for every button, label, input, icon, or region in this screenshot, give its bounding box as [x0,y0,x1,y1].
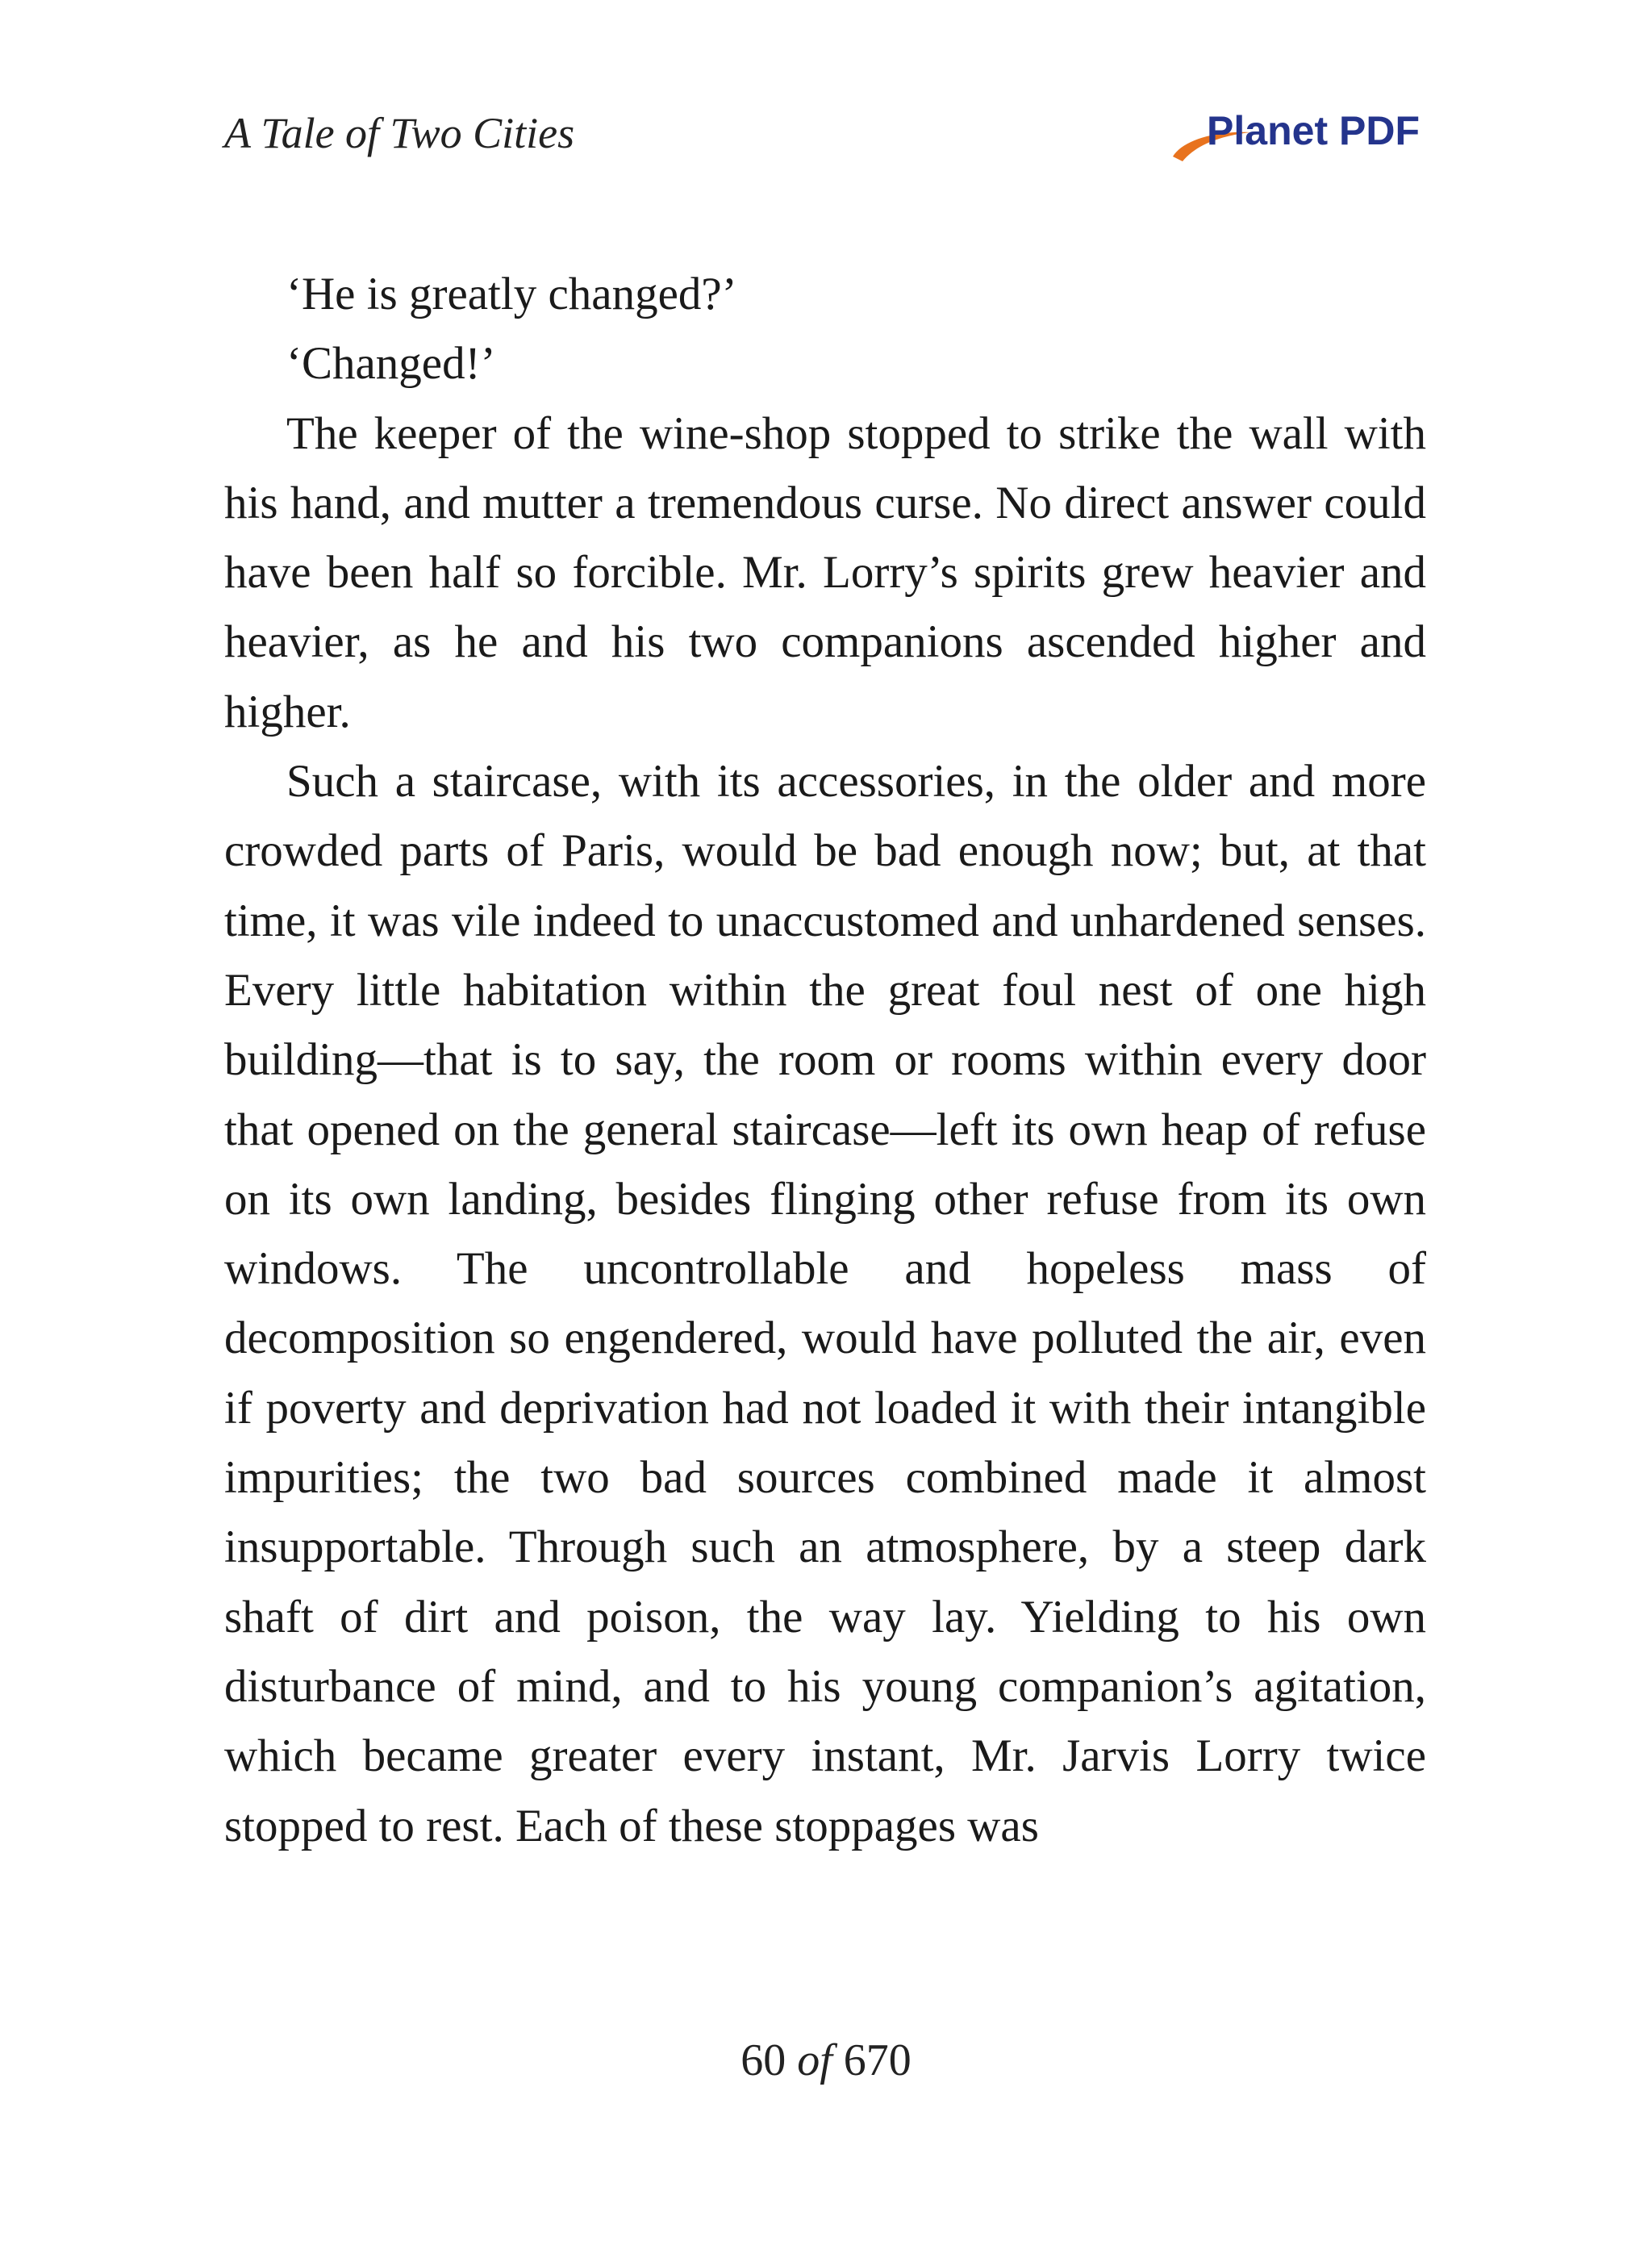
paragraph: ‘He is greatly changed?’ [286,269,737,319]
book-title: A Tale of Two Cities [224,109,575,157]
page-header [224,105,1426,169]
page-of-label: of [797,2035,832,2085]
paragraph: Such a staircase, with its accessories, in the older and more crowded parts of Paris, would be bad enough now; but, at that time, it was vile indeed to unaccustomed and unhardened senses. Every little habitation within the great foul nest of one high building—that is to say, the room or rooms within every door that opened on the general staircase—left its own heap of refuse on its own landing, besides flinging other refuse from its own windows. The uncontrollable and hopeless mass of decomposition so engendered, would have polluted the air, even if poverty and deprivation had not loaded it with their intangible impurities; the two bad sources combined made it almost insupportable. Through such an atmosphere, by a steep dark shaft of dirt and poison, the way lay. Yielding to his own disturbance of mind, and to his young companion’s agitation, which became greater every instant, Mr. Jarvis Lorry twice stopped to rest. Each of these stoppages was [224,756,1426,1851]
page-body [224,260,1426,1861]
paragraph: ‘Changed!’ [286,338,496,390]
page-number [0,2028,1652,2093]
page-current: 60 [740,2035,786,2085]
page-total: 670 [843,2035,912,2085]
paragraph: The keeper of the wine-shop stopped to strike the wall with his hand, and mutter a tremendous curse. No direct answer could have been half so forcible. Mr. Lorry’s spirits grew heavier and heavier, as he and his two companions ascended higher and higher. [224,407,1426,737]
planet-pdf-logo [1162,105,1420,169]
logo-text: Planet PDF [1207,108,1420,153]
